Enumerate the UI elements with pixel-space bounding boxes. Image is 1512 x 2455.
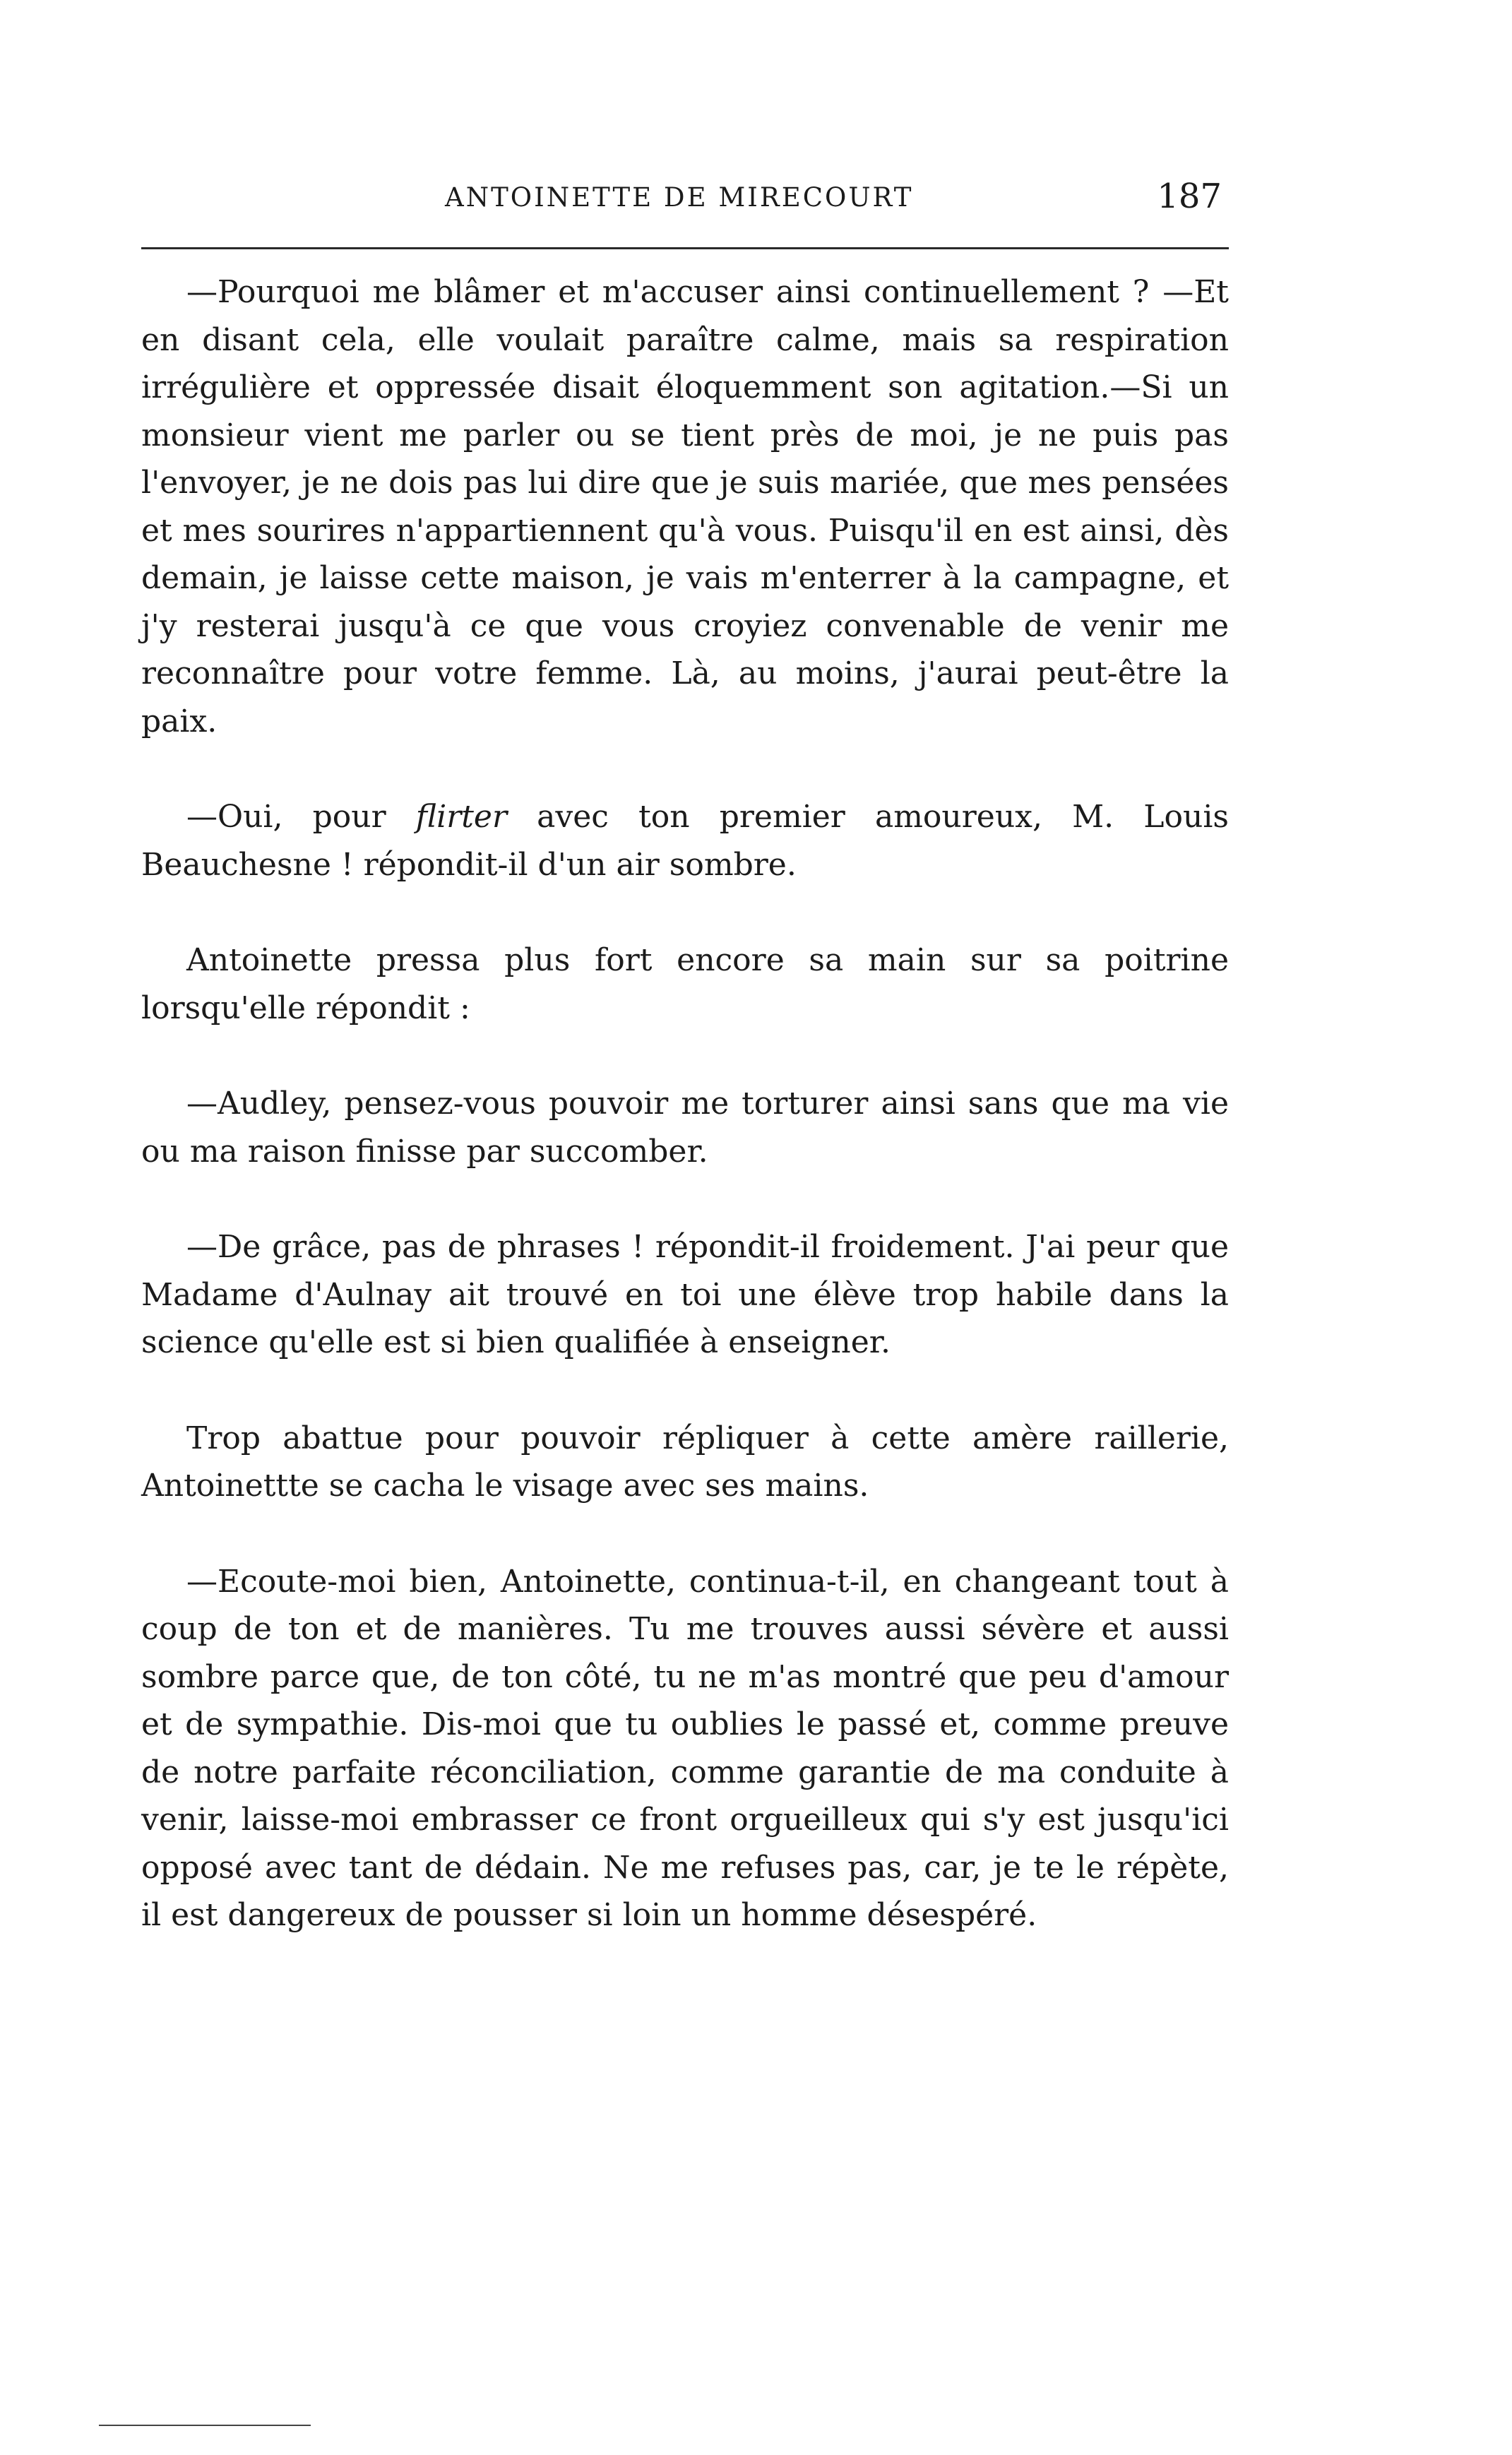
footer-rule — [99, 2425, 311, 2426]
running-head: ANTOINETTE DE MIRECOURT — [445, 182, 914, 213]
paragraph — [141, 793, 1229, 888]
paragraph: —De grâce, pas de phrases ! répondit-il froidement. J'ai peur que Madame d'Aulnay ait trouvé en toi une élève trop habile dans la science qu'elle est si bien qualifiée à enseigner. — [141, 1229, 1229, 1360]
page-header — [141, 177, 1229, 226]
header-rule — [141, 247, 1229, 249]
italic-word: flirter — [415, 799, 508, 835]
paragraph-text: —Oui, pour — [186, 799, 416, 835]
paragraph: Trop abattue pour pouvoir répliquer à cette amère raillerie, Antoinettte se cacha le visage avec ses mains. — [141, 1420, 1229, 1504]
paragraph: —Pourquoi me blâmer et m'accuser ainsi continuellement ? —Et en disant cela, elle voulait paraître calme, mais sa respiration irrégulière et oppressée disait éloquemment son agitation.—Si un monsieur vient me parler ou se tient près de moi, je ne puis pas l'envoyer, je ne dois pas lui dire que je suis mariée, que mes pensées et mes sourires n'appartiennent qu'à vous. Puisqu'il en est ainsi, dès demain, je laisse cette maison, je vais m'enterrer à la campagne, et j'y resterai jusqu'à ce que vous croyiez convenable de venir me reconnaître pour votre femme. Là, au moins, j'aurai peut-être la paix. — [141, 274, 1229, 739]
paragraph: Antoinette pressa plus fort encore sa main sur sa poitrine lorsqu'elle répondit : — [141, 942, 1229, 1026]
page-number: 187 — [1157, 177, 1222, 216]
paragraph-text: avec ton premier amoureux, M. Louis Beauchesne ! répondit-il d'un air sombre. — [141, 799, 1230, 883]
paragraph: —Ecoute-moi bien, Antoinette, continua-t-il, en changeant tout à coup de ton et de manières. Tu me trouves aussi sévère et aussi sombre parce que, de ton côté, tu ne m'as montré que peu d'amour et de sympathie. Dis-moi que tu oublies le passé et, comme preuve de notre parfaite réconciliation, comme garantie de ma conduite à venir, laisse-moi embrasser ce front orgueilleux qui s'y est jusqu'ici opposé avec tant de dédain. Ne me refuses pas, car, je te le répète, il est dangereux de pousser si loin un homme désespéré. — [141, 1563, 1229, 1933]
paragraph: —Audley, pensez-vous pouvoir me torturer ainsi sans que ma vie ou ma raison finisse par succomber. — [141, 1086, 1229, 1170]
body-text — [141, 268, 1229, 1939]
